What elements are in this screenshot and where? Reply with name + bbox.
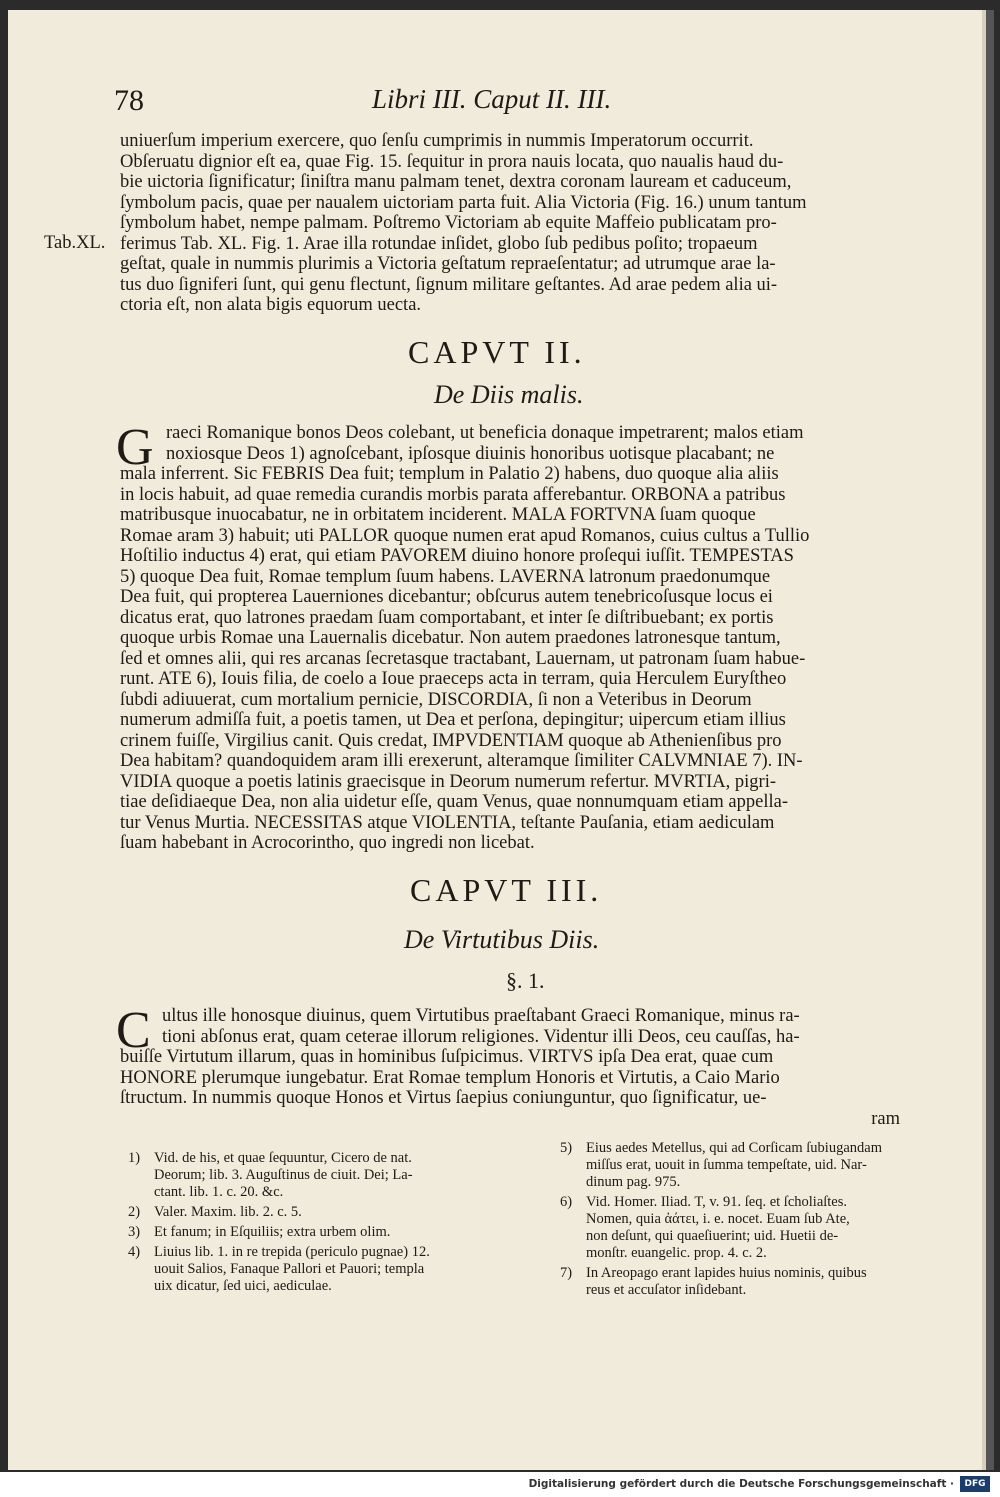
text-line: mala inferrent. Sic FEBRIS Dea fuit; templum in Palatio 2) habens, duo quoque alia aliis	[120, 464, 779, 484]
footnote-line: non deſunt, qui quaeſiuerint; uid. Huetii de-	[586, 1228, 839, 1244]
catchword: ram	[871, 1108, 900, 1129]
text-line: Obſeruatu dignior eſt ea, quae Fig. 15. ſequitur in prora nauis locata, quo naualis haud du-	[120, 151, 784, 172]
text-line: Dea habitam? quandoquidem aram illi erexerunt, alteramque ſimiliter CALVMNIAE 7). IN-	[120, 751, 803, 771]
text-line: ſuam habebant in Acrocorintho, quo ingredi non licebat.	[120, 833, 535, 853]
text-line: ſtructum. In nummis quoque Honos et Virtus ſaepius coniunguntur, quo ſignificatur, ue-	[120, 1088, 767, 1108]
footnote-number: 5)	[560, 1140, 573, 1156]
chapter-3-paragraph	[116, 1002, 920, 1129]
text-line: tus duo ſigniferi ſunt, qui genu flectunt, ſignum militare geſtantes. Ad arae pedem alia ui-	[120, 274, 778, 295]
digitization-credit: Digitalisierung gefördert durch die Deutsche Forschungsgemeinschaft ·	[528, 1478, 954, 1490]
text-line: matribusque inuocabatur, ne in orbitatem inciderent. MALA FORTVNA ſuam quoque	[120, 505, 756, 525]
footnote-line: Vid. de his, et quae ſequuntur, Cicero de nat.	[154, 1150, 412, 1166]
page-number: 78	[114, 84, 144, 117]
text-line: ultus ille honosque diuinus, quem Virtutibus praeſtabant Graeci Romanique, minus ra-	[162, 1006, 800, 1026]
page-edge	[986, 10, 994, 1470]
text-line: crinem fuiſſe, Virgilius canit. Quis credat, IMPVDENTIAM quoque ab Athenienſibus pro	[120, 730, 782, 751]
footnotes-right	[560, 1140, 940, 1302]
chapter-2-heading: CAPVT II.	[408, 334, 586, 370]
text-line: buiſſe Virtutum illarum, quas in hominibus ſuſpicimus. VIRTVS ipſa Dea erat, quae cum	[120, 1047, 774, 1067]
text-line: ſubdi adiuuerat, cum mortalium pernicie, DISCORDIA, ſi non a Veteribus in Deorum	[120, 689, 752, 710]
footnote-number: 2)	[128, 1204, 141, 1220]
footnote-line: Vid. Homer. Iliad. T, v. 91. ſeq. et ſcholiaſtes.	[586, 1194, 848, 1210]
text-line: 5) quoque Dea fuit, Romae templum ſuum habens. LAVERNA latronum praedonumque	[120, 566, 771, 587]
footnote	[128, 1150, 538, 1201]
footnote-number: 7)	[560, 1265, 573, 1281]
footnote	[560, 1265, 940, 1299]
footnote-number: 1)	[128, 1150, 141, 1166]
drop-cap: G	[116, 419, 154, 476]
text-line: bie uictoria ſignificatur; ſiniſtra manu palmam tenet, dextra coronam lauream et caduceum,	[120, 172, 792, 192]
running-title: Libri III. Caput II. III.	[372, 84, 612, 114]
footnote-line: Deorum; lib. 3. Auguſtinus de ciuit. Dei; La-	[154, 1167, 413, 1183]
text-line: tiae deſidiaeque Dea, non alia uidetur eſſe, quam Venus, quae nonnumquam etiam appella-	[120, 792, 788, 812]
footnote-line: miſſus erat, uouit in ſumma tempeſtate, uid. Nar-	[586, 1157, 867, 1173]
text-line: ſymbolum pacis, quae per naualem uictoriam parta fuit. Alia Victoria (Fig. 16.) unum tantum	[120, 192, 807, 213]
text-line: uniuerſum imperium exercere, quo ſenſu cumprimis in nummis Imperatorum occurrit.	[120, 131, 754, 151]
footnote-line: ctant. lib. 1. c. 20. &c.	[154, 1184, 284, 1200]
footnote-line: reus et accuſator inſidebant.	[586, 1282, 747, 1298]
footnote-number: 4)	[128, 1244, 141, 1260]
drop-cap: C	[116, 1002, 151, 1059]
chapter-3-heading: CAPVT III.	[410, 872, 603, 908]
footnote-number: 3)	[128, 1224, 141, 1240]
chapter-2-subtitle: De Diis malis.	[434, 380, 584, 409]
section-mark: §. 1.	[506, 968, 545, 993]
footnote	[560, 1140, 940, 1191]
footnote-line: Liuius lib. 1. in re trepida (periculo pugnae) 12.	[154, 1244, 430, 1260]
footnote-line: uix dicatur, ſed uici, aediculae.	[154, 1278, 332, 1294]
text-line: ctoria eſt, non alata bigis equorum uecta.	[120, 295, 422, 315]
text-line: Romae aram 3) habuit; uti PALLOR quoque numen erat apud Romanos, cuius cultus a Tullio	[120, 525, 810, 546]
text-line: Hoſtilio inductus 4) erat, qui etiam PAVOREM diuino honore proſequi iuſſit. TEMPESTAS	[120, 546, 794, 566]
text-line: ferimus Tab. XL. Fig. 1. Arae illa rotundae inſidet, globo ſub pedibus poſito; tropaeum	[120, 233, 758, 254]
footnote	[560, 1194, 940, 1262]
text-line: Dea fuit, qui propterea Lauerniones dicebantur; obſcurus autem tenebricoſusque locus ei	[120, 587, 773, 607]
chapter-3-subtitle: De Virtutibus Diis.	[404, 925, 600, 954]
footnote-line: Nomen, quia ἀάτει, i. e. nocet. Euam ſub Ate,	[586, 1211, 850, 1227]
footnote-number: 6)	[560, 1194, 573, 1210]
text-line: tioni abſonus erat, quam ceterae illorum religiones. Videntur illi Deos, ceu cauſſas, ha-	[162, 1026, 800, 1047]
dfg-logo-icon: DFG	[960, 1476, 990, 1492]
intro-paragraph	[120, 131, 900, 316]
footnote-line: Valer. Maxim. lib. 2. c. 5.	[154, 1204, 302, 1220]
text-line: geſtat, quale in nummis plurimis a Victoria geſtatum repraeſentatur; ad utrumque arae la-	[120, 254, 776, 274]
text-line: runt. ATE 6), Iouis filia, de coelo a Ioue praeceps acta in terram, quia Herculem Euryſtheo	[120, 669, 787, 689]
text-line: HONORE plerumque iungebatur. Erat Romae templum Honoris et Virtutis, a Caio Mario	[120, 1067, 780, 1088]
footnote-line: In Areopago erant lapides huius nominis, quibus	[586, 1265, 867, 1281]
footnote-line: uouit Salios, Fanaque Pallori et Pauori; templa	[154, 1261, 425, 1277]
footnote-line: Eius aedes Metellus, qui ad Corſicam ſubiugandam	[586, 1140, 882, 1156]
text-line: in locis habuit, ad quae remedia curandis morbis parata afferebantur. ORBONA a patribus	[120, 484, 786, 505]
footnote	[128, 1224, 538, 1241]
footnote	[128, 1204, 538, 1221]
text-line: ſymbolum habet, nempe palmam. Poſtremo Victoriam ab equite Maffeio publicatam pro-	[120, 213, 777, 233]
footnote	[128, 1244, 538, 1295]
text-line: raeci Romanique bonos Deos colebant, ut beneficia donaque impetrarent; malos etiam	[166, 423, 804, 443]
text-line: VIDIA quoque a poetis latinis graecisque in Deorum numerum refertur. MVRTIA, pigri-	[120, 771, 776, 792]
text-line: dicatus erat, quo latrones praedam ſuam comportabant, et inter ſe diſtribuebant; ex portis	[120, 607, 774, 628]
text-line: tur Venus Murtia. NECESSITAS atque VIOLENTIA, teſtante Pauſania, etiam aediculam	[120, 812, 775, 833]
footnote-line: dinum pag. 975.	[586, 1174, 681, 1190]
text-line: numerum admiſſa fuit, a poetis tamen, ut Dea et perſona, depingitur; uipercum etiam illius	[120, 710, 786, 730]
footnote-line: Et fanum; in Eſquiliis; extra urbem olim.	[154, 1224, 391, 1240]
footnotes-left	[128, 1150, 538, 1298]
margin-note: Tab.XL.	[44, 233, 106, 253]
text-line: ſed et omnes alii, qui res arcanas ſecretasque tractabant, Lauernam, ut patronam ſuam habue-	[120, 648, 806, 669]
chapter-2-paragraph	[116, 419, 910, 854]
text-line: quoque urbis Romae una Lauernalis dicebatur. Non autem praedones latronesque tantum,	[120, 628, 781, 648]
text-line: noxiosque Deos 1) agnoſcebant, ipſosque diuinis honoribus uotisque placabant; ne	[166, 443, 775, 464]
footnote-line: monſtr. euangelic. prop. 4. c. 2.	[586, 1245, 767, 1261]
